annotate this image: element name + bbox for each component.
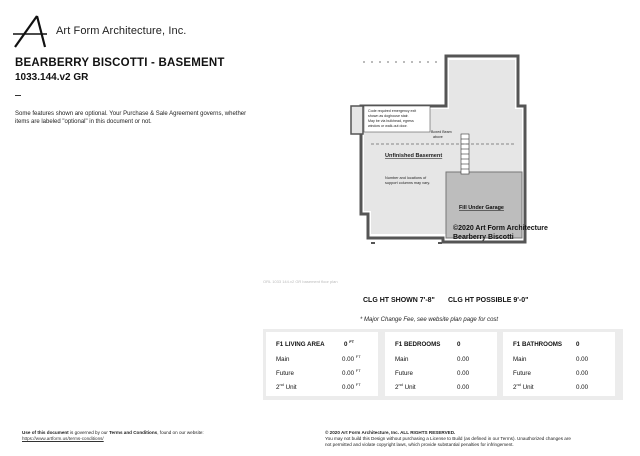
bathrooms-card: F1 BATHROOMS 0 Main 0.00 Future 0.00 2nd Unit 0.00: [503, 332, 615, 396]
footer-use-label: Use of this document: [22, 430, 69, 435]
plan-title: BEARBERRY BISCOTTI - BASEMENT: [15, 57, 225, 69]
fill-under-garage-label: Fill Under Garage: [459, 205, 504, 211]
ceiling-height-shown: CLG HT SHOWN 7'-8": [363, 297, 435, 304]
terms-link[interactable]: https://www.artform.us/terms-conditions/: [22, 436, 104, 441]
footer-copyright: [325, 430, 625, 448]
terms-label: Terms and Conditions: [109, 430, 158, 435]
bedrooms-total: 0: [457, 341, 461, 348]
major-change-fee-note: * Major Change Fee, see website plan page for cost: [360, 317, 499, 323]
unfinished-basement-label: Unfinished Basement: [385, 153, 443, 159]
footer-terms: Use of this document is governed by our Terms and Conditions, found on our website: https://www.artform.us/terms-conditions/: [22, 430, 204, 441]
optional-features-note: Some features shown are optional. Your Purchase & Sale Agreement governs, whether items are labeled "optional" in this document or not.: [15, 111, 247, 125]
bedrooms-title: F1 BEDROOMS: [395, 341, 441, 348]
emergency-note-line-4: window or walk-out door.: [368, 124, 408, 128]
divider: [15, 95, 21, 96]
art-form-logo-icon: [13, 14, 47, 48]
copyright-law-line: not permitted and violate copyright laws, which provide substantial penalties for infringement.: [325, 442, 514, 447]
columns-note-line-1: Number and locations of: [385, 176, 427, 180]
columns-note-line-2: support columns may vary.: [385, 181, 431, 185]
living-area-title: F1 LIVING AREA: [276, 341, 325, 348]
ceiling-height-possible: CLG HT POSSIBLE 9'-0": [448, 297, 529, 304]
license-line: You may not build this Design without purchasing a License to Build (as defined in our Terms). Unauthorized changes are: [325, 436, 571, 441]
plan-caption: ORL 1033 144.v2 GR basement floor plan: [263, 279, 338, 284]
stats-panel: [263, 329, 623, 400]
basement-stair: [461, 134, 469, 174]
brand-name: Art Form Architecture, Inc.: [56, 25, 187, 37]
bathrooms-title: F1 BATHROOMS: [513, 341, 563, 348]
beam-note-line-2: above: [433, 135, 443, 139]
copyright-line: © 2020 Art Form Architecture, Inc. ALL RIGHTS RESERVED.: [325, 430, 456, 435]
emergency-note-line-1: Code required emergency exit: [368, 109, 417, 113]
living-area-total: 0 $^{FT}$: [344, 338, 355, 348]
beam-note-line-1: Boxed Beam: [431, 130, 452, 134]
drawing-copyright-line-2: Bearberry Biscotti: [453, 234, 514, 241]
emergency-note-line-3: May be via bulkhead, egress: [368, 119, 414, 123]
living-area-card: F1 LIVING AREA 0 $^{FT}$ Main 0.00 $^{FT}$ Future 0.00 $^{FT}$ 2nd Unit 0.00 $^{FT}$: [266, 332, 378, 396]
drawing-copyright-line-1: ©2020 Art Form Architecture: [453, 225, 548, 232]
emergency-note-line-2: shown as doghouse stair.: [368, 114, 409, 118]
bedrooms-card: F1 BEDROOMS 0 Main 0.00 Future 0.00 2nd Unit 0.00: [385, 332, 497, 396]
foundation-marks: [371, 242, 442, 244]
plan-code: 1033.144.v2 GR: [15, 72, 89, 83]
bathrooms-total: 0: [576, 341, 580, 348]
egress-bump: [351, 106, 363, 134]
basement-floor-plan[interactable]: [263, 14, 623, 286]
